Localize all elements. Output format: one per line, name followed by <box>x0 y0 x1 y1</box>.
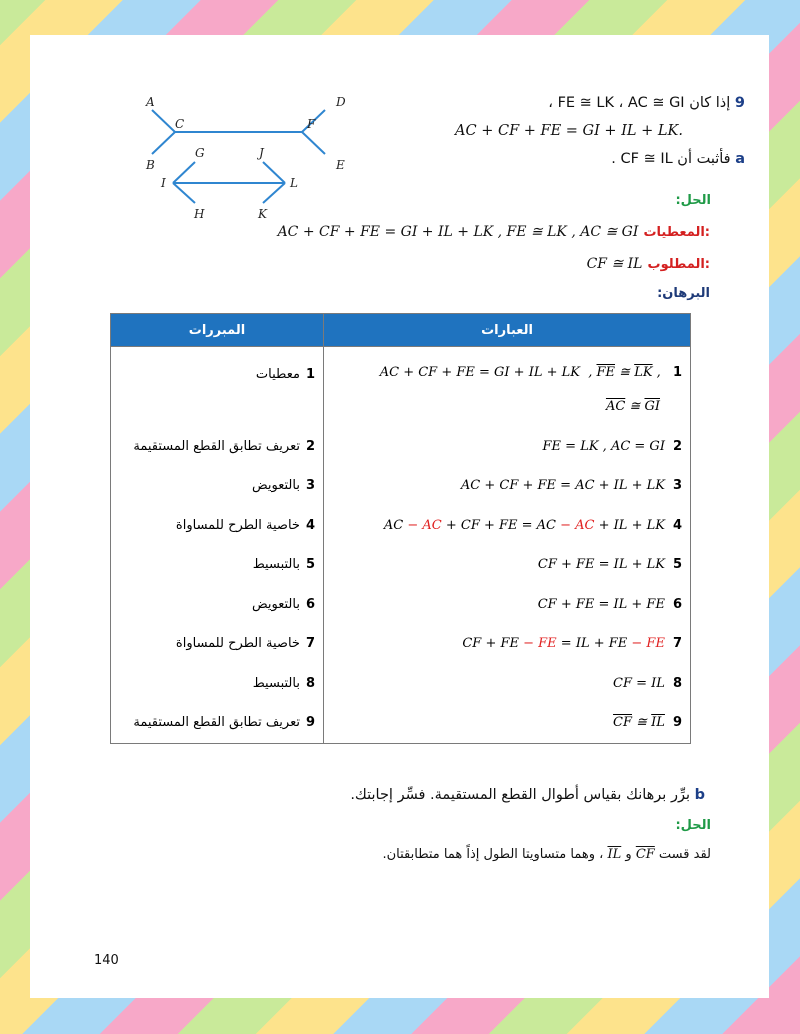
table-row <box>111 427 691 467</box>
table-row <box>111 703 691 743</box>
statement-cell: AC + CF + FE = AC + IL + LK 3 <box>324 466 691 506</box>
part-b-text: برِّر برهانك بقياس أطوال القطع المستقيمة. فسِّر إجابتك. <box>350 787 690 803</box>
reason-cell: 6بالتعويض <box>111 585 324 625</box>
part-a-text: فأثبت أن CF ≅ IL . <box>611 151 731 167</box>
reason-cell: 3بالتعويض <box>111 466 324 506</box>
answer-seg-cf: CF <box>635 847 655 862</box>
statements-header: العبارات <box>324 314 691 347</box>
statement-cell: CF + FE − FE = IL + FE − FE 7 <box>324 624 691 664</box>
proof-table-header <box>111 314 691 347</box>
label-L: L <box>290 176 298 190</box>
part-b-solution-label: الحل: <box>675 818 711 833</box>
table-row <box>111 545 691 585</box>
statement-cell: CF = IL 8 <box>324 664 691 704</box>
required-label: المطلوب: <box>647 257 710 272</box>
proof-label: البرهان: <box>657 286 710 301</box>
statement-cell: FE = LK , AC = GI 2 <box>324 427 691 467</box>
label-K: K <box>258 207 267 221</box>
reason-cell: 8بالتبسيط <box>111 664 324 704</box>
table-row <box>111 506 691 546</box>
question-sum-line: AC + CF + FE = GI + IL + LK. <box>455 123 683 139</box>
reason-cell: 2تعريف تطابق القطع المستقيمة <box>111 427 324 467</box>
label-G: G <box>195 146 205 160</box>
table-row <box>111 664 691 704</box>
question-part-a <box>611 151 745 167</box>
label-A: A <box>146 95 155 109</box>
statement-cell: AC + CF + FE = GI + IL + LK , $\overline{FE}$ ≅ $\overline{LK}$ , 1 $\overline{AC}$ ≅ $\overline{GI}$ <box>324 347 691 427</box>
question-number: 9 <box>734 95 745 111</box>
reason-cell: 5بالتبسيط <box>111 545 324 585</box>
label-J: J <box>259 146 264 160</box>
statement-cell: CF + FE = IL + FE 6 <box>324 585 691 625</box>
label-E: E <box>336 158 345 172</box>
reason-cell: 4خاصية الطرح للمساواة <box>111 506 324 546</box>
reason-cell: 7خاصية الطرح للمساواة <box>111 624 324 664</box>
label-H: H <box>194 207 205 221</box>
table-row <box>111 624 691 664</box>
answer-and: و <box>625 847 632 862</box>
answer-seg-il: IL <box>607 847 622 862</box>
reasons-header: المبررات <box>111 314 324 347</box>
label-I: I <box>161 176 166 190</box>
reason-cell: 9تعريف تطابق القطع المستقيمة <box>111 703 324 743</box>
required-row <box>587 253 710 272</box>
table-row <box>111 347 691 427</box>
given-text: AC + CF + FE = GI + IL + LK , FE ≅ LK , AC ≅ GI <box>277 224 639 240</box>
page-number: 140 <box>94 953 119 968</box>
question-given-line <box>548 95 745 111</box>
required-text: CF ≅ IL <box>586 256 643 272</box>
label-F: F <box>307 117 316 131</box>
question-given-text: إذا كان FE ≅ LK ، AC ≅ GI ، <box>548 95 731 111</box>
part-a-letter: a <box>735 151 745 167</box>
statement-cell: $\overline{CF}$ ≅ $\overline{IL}$ 9 <box>324 703 691 743</box>
statement-cell: AC − AC + CF + FE = AC − AC + IL + LK 4 <box>324 506 691 546</box>
label-D: D <box>336 95 346 109</box>
table-row <box>111 466 691 506</box>
table-row <box>111 585 691 625</box>
reason-cell: 1معطيات <box>111 347 324 427</box>
given-label: المعطيات: <box>643 225 710 240</box>
label-C: C <box>175 117 185 131</box>
proof-table <box>110 313 691 744</box>
statement-cell: CF + FE = IL + LK 5 <box>324 545 691 585</box>
solution-label: الحل: <box>675 193 711 208</box>
answer-prefix: لقد قست <box>658 847 711 862</box>
answer-suffix: ، وهما متساويتا الطول إذاً هما متطابقتان. <box>382 847 604 862</box>
part-b-answer <box>382 847 711 862</box>
segments-figure <box>130 90 346 225</box>
label-B: B <box>146 158 155 172</box>
part-b-letter: b <box>694 787 705 803</box>
given-row <box>278 221 710 240</box>
part-b-question <box>350 787 705 803</box>
